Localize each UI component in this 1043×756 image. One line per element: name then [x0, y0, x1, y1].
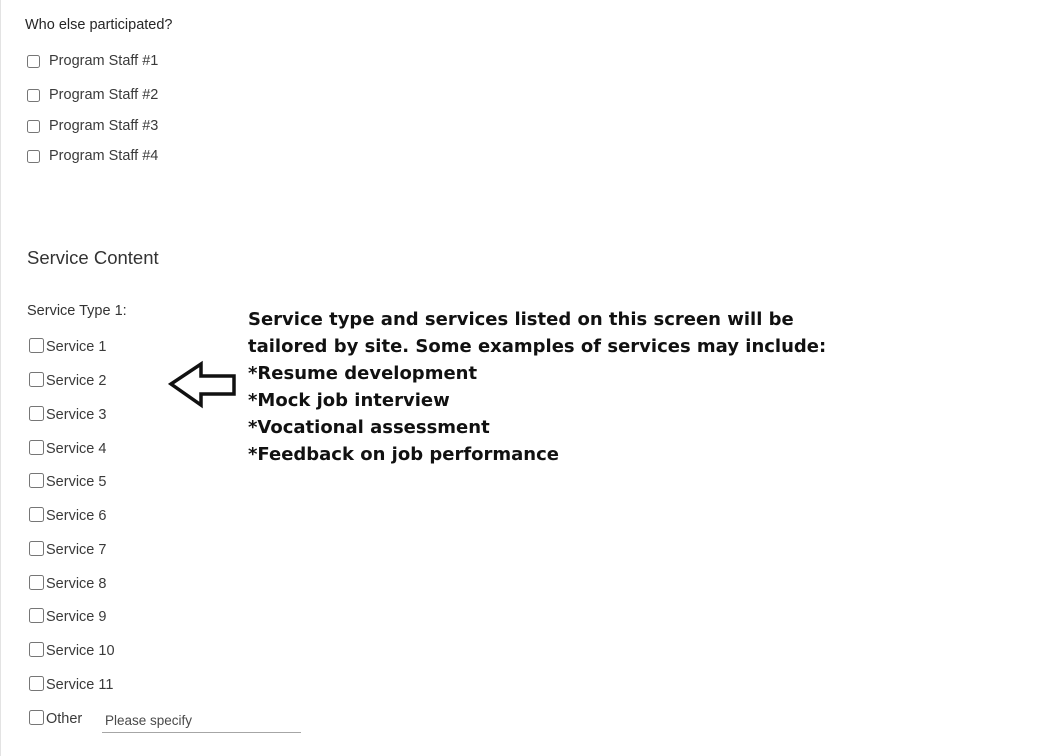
service-label-11[interactable]: Service 11: [46, 677, 114, 693]
service-type-label: Service Type 1:: [27, 303, 127, 319]
service-checkbox-2[interactable]: [29, 372, 44, 387]
service-label-2[interactable]: Service 2: [46, 373, 107, 389]
service-checkbox-6[interactable]: [29, 507, 44, 522]
service-option[interactable]: [29, 373, 106, 389]
participant-label-3[interactable]: Program Staff #3: [49, 118, 159, 134]
participant-checkbox-2[interactable]: [27, 89, 40, 102]
left-border: [0, 0, 1, 756]
service-checkbox-9[interactable]: [29, 608, 44, 623]
participant-checkbox-4[interactable]: [27, 150, 40, 163]
service-checkbox-3[interactable]: [29, 406, 44, 421]
service-option[interactable]: [29, 677, 113, 693]
participant-option[interactable]: [27, 148, 158, 164]
section-title-service-content: Service Content: [27, 247, 159, 268]
service-checkbox-8[interactable]: [29, 575, 44, 590]
service-option[interactable]: [29, 576, 106, 592]
annotation-line: *Mock job interview: [248, 390, 450, 411]
service-option[interactable]: [29, 407, 106, 423]
participant-option[interactable]: [27, 53, 158, 69]
service-option[interactable]: [29, 339, 106, 355]
service-label-7[interactable]: Service 7: [46, 542, 107, 558]
annotation-line: tailored by site. Some examples of services may include:: [248, 336, 827, 357]
service-option[interactable]: [29, 508, 106, 524]
annotation-line: *Resume development: [248, 363, 478, 384]
service-label-3[interactable]: Service 3: [46, 407, 107, 423]
service-label-4[interactable]: Service 4: [46, 441, 107, 457]
service-label-9[interactable]: Service 9: [46, 609, 107, 625]
service-checkbox-5[interactable]: [29, 473, 44, 488]
service-checkbox-10[interactable]: [29, 642, 44, 657]
participant-checkbox-1[interactable]: [27, 55, 40, 68]
participant-option[interactable]: [27, 87, 158, 103]
participant-checkbox-3[interactable]: [27, 120, 40, 133]
service-option[interactable]: [29, 643, 115, 659]
participant-option[interactable]: [27, 118, 158, 134]
annotation-note: [248, 306, 826, 468]
service-label-10[interactable]: Service 10: [46, 643, 115, 659]
participant-label-2[interactable]: Program Staff #2: [49, 87, 159, 103]
annotation-line: Service type and services listed on this screen will be: [248, 309, 794, 330]
service-label-8[interactable]: Service 8: [46, 576, 107, 592]
annotation-line: *Feedback on job performance: [248, 444, 559, 465]
service-checkbox-4[interactable]: [29, 440, 44, 455]
service-option[interactable]: [29, 609, 106, 625]
service-option-other[interactable]: [29, 711, 82, 727]
service-checkbox-1[interactable]: [29, 338, 44, 353]
service-option[interactable]: [29, 441, 106, 457]
participant-label-4[interactable]: Program Staff #4: [49, 148, 159, 164]
service-checkbox-other[interactable]: [29, 710, 44, 725]
other-specify-input[interactable]: [102, 709, 301, 733]
participants-question: Who else participated?: [25, 17, 173, 33]
left-arrow-icon: [168, 360, 238, 410]
service-label-6[interactable]: Service 6: [46, 508, 107, 524]
service-label-1[interactable]: Service 1: [46, 339, 107, 355]
service-label-5[interactable]: Service 5: [46, 474, 107, 490]
service-checkbox-7[interactable]: [29, 541, 44, 556]
participant-label-1[interactable]: Program Staff #1: [49, 53, 159, 69]
service-label-other[interactable]: Other: [46, 711, 83, 727]
service-option[interactable]: [29, 542, 106, 558]
service-checkbox-11[interactable]: [29, 676, 44, 691]
service-option[interactable]: [29, 474, 106, 490]
annotation-line: *Vocational assessment: [248, 417, 490, 438]
